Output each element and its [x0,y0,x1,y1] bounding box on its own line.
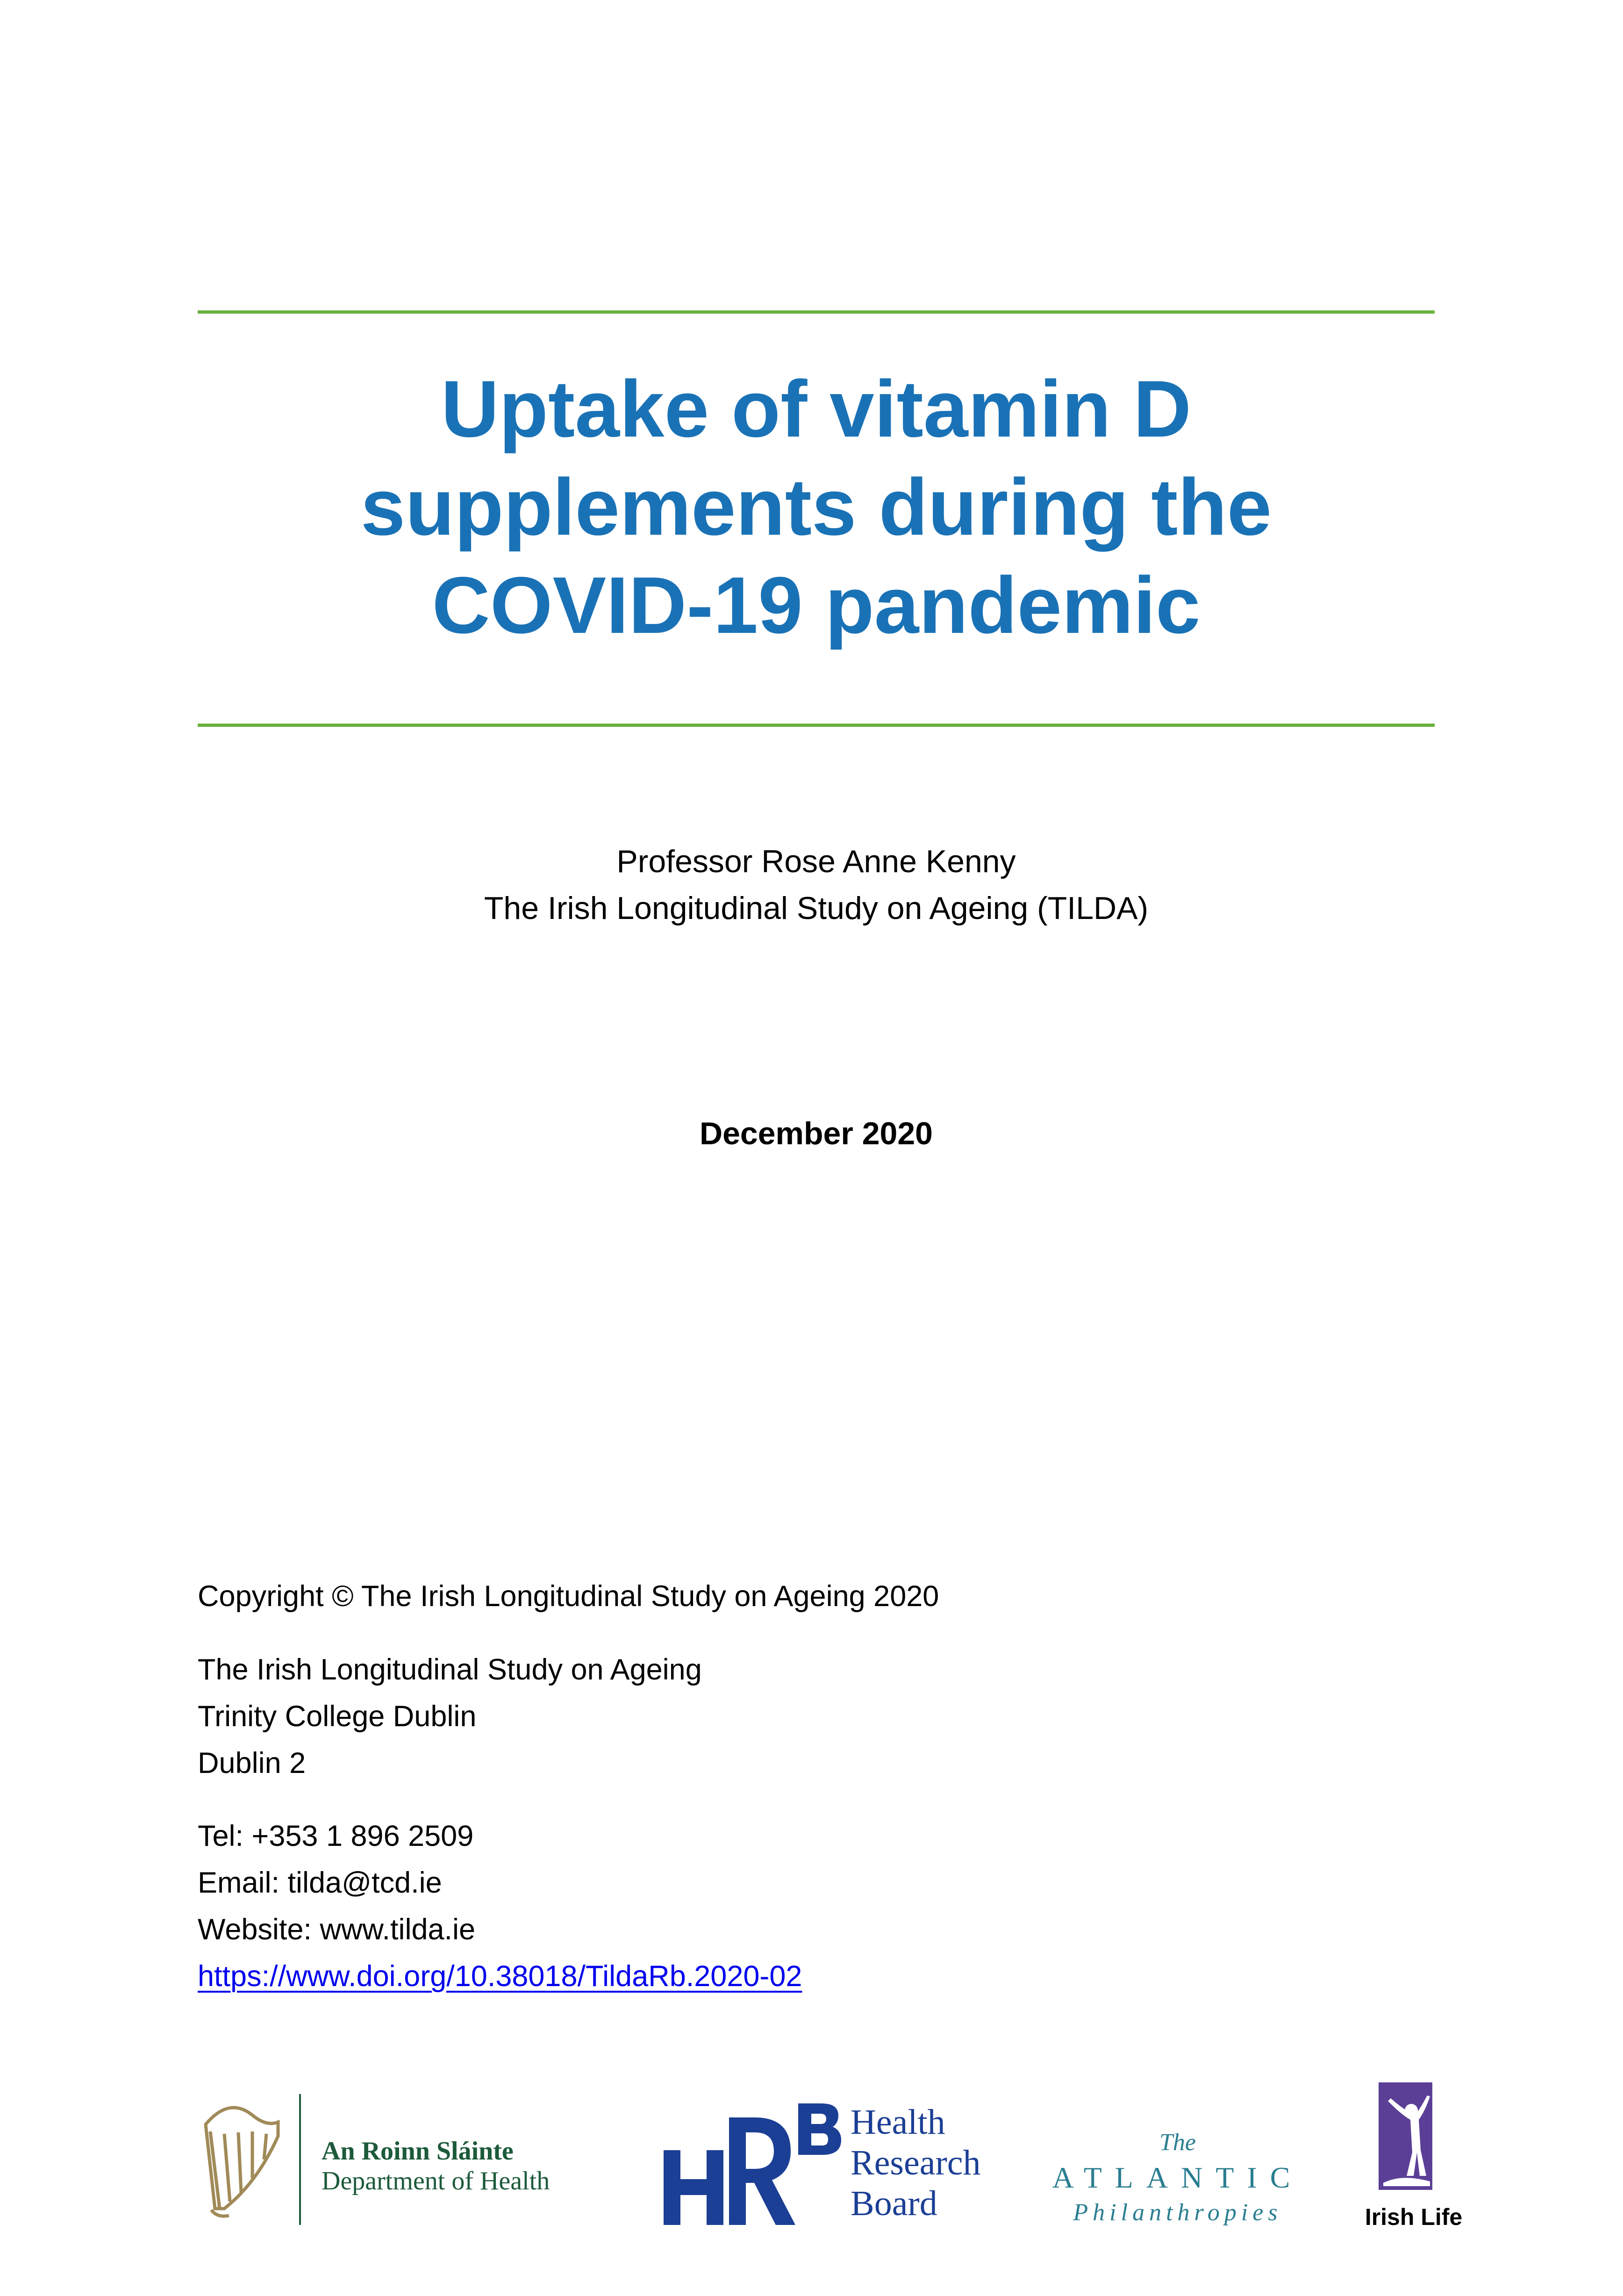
contact-website: Website: www.tilda.ie [198,1913,476,1946]
copyright-text: Copyright © The Irish Longitudinal Study on Ageing 2020 [198,1580,939,1613]
title-line-2: supplements during the [360,462,1272,552]
hrb-mark [664,2103,841,2225]
contact-tel: Tel: +353 1 896 2509 [198,1820,474,1852]
author-name: Professor Rose Anne Kenny [616,844,1016,879]
copyright-notice [198,1573,939,1620]
hrb-line-3: Board [851,2184,937,2223]
bottom-divider [198,724,1435,727]
address-line-1: The Irish Longitudinal Study on Ageing [198,1653,702,1686]
contact-email: Email: tilda@tcd.ie [198,1866,442,1899]
doh-irish-name: An Roinn Sláinte [322,2137,514,2166]
hrb-line-1: Health [851,2102,945,2142]
top-divider [198,310,1435,314]
title-line-3: COVID-19 pandemic [432,560,1201,650]
page-title [198,360,1435,654]
contact-block [198,1813,802,2000]
hrb-line-2: Research [851,2143,981,2182]
logo-separator [299,2094,301,2225]
atlantic-line-1: The [1159,2129,1196,2156]
atlantic-line-2: ATLANTIC [1052,2161,1303,2194]
irish-life-logo [1360,2082,1467,2237]
address-block [198,1646,702,1787]
irish-life-label: Irish Life [1365,2204,1463,2230]
publication-date: December 2020 [699,1116,933,1151]
address-line-2: Trinity College Dublin [198,1700,477,1733]
address-line-3: Dublin 2 [198,1747,306,1779]
author-organisation: The Irish Longitudinal Study on Ageing (TILDA) [484,890,1149,926]
atlantic-philanthropies-logo [1037,2122,1318,2234]
doh-english-name: Department of Health [322,2167,550,2196]
atlantic-line-3: Philanthropies [1073,2199,1282,2226]
title-line-1: Uptake of vitamin D [441,364,1192,454]
department-of-health-logo [196,2089,668,2230]
hrb-logo [659,2099,995,2230]
harp-icon [206,2108,278,2216]
author-block [198,838,1435,932]
doi-link[interactable]: https://www.doi.org/10.38018/TildaRb.2020-02 [198,1960,802,1993]
